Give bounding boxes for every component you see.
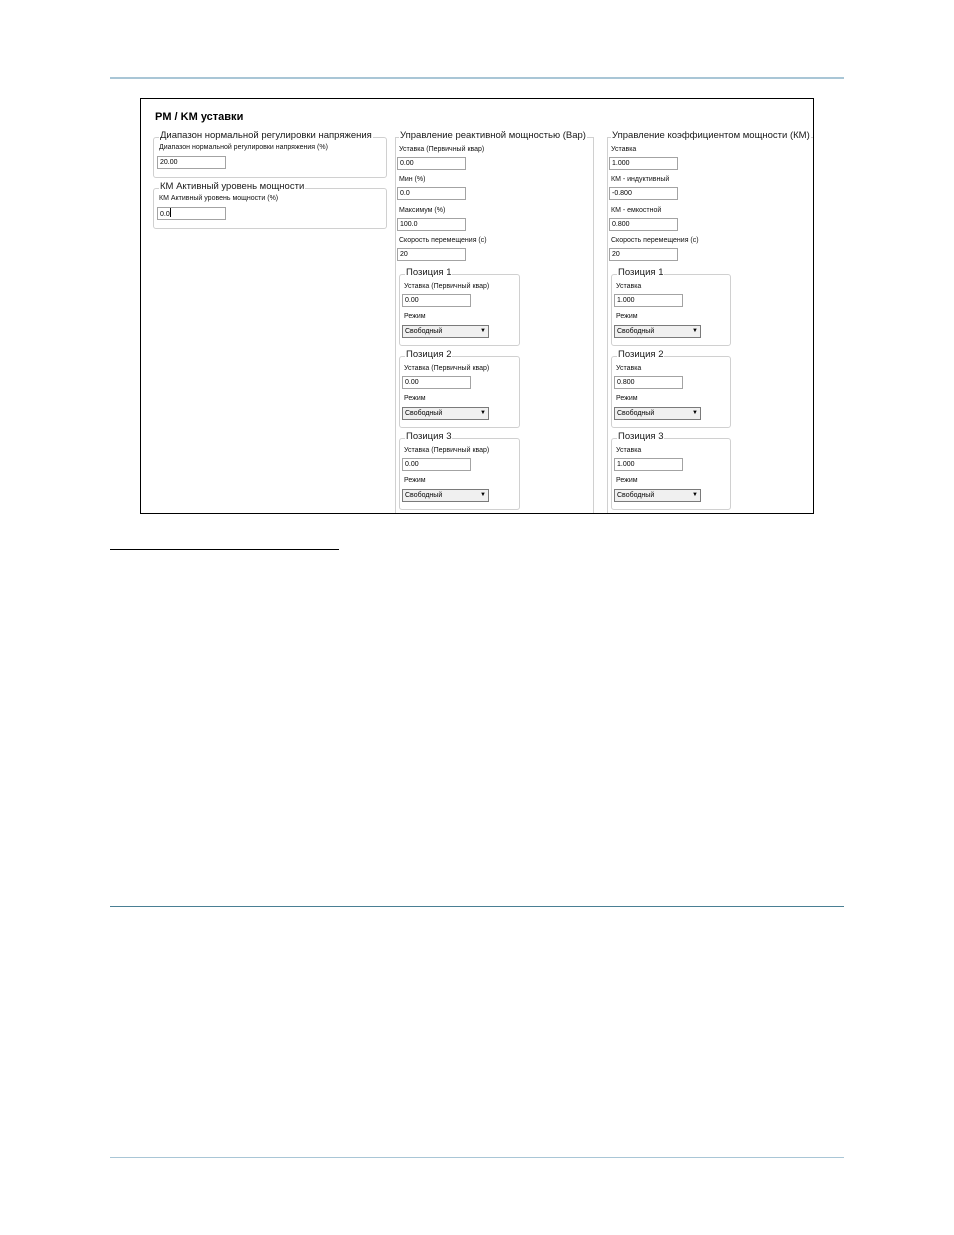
var-setpoint-label: Уставка (Первичный квар) [399,146,485,153]
pf-position-1-mode-select[interactable] [614,325,701,338]
var-position-1-group [399,267,520,346]
var-position-1-mode-value: Свободный [405,328,443,335]
pf-position-3-group [611,431,731,510]
settings-panel [140,98,814,514]
voltage-range-legend: Диапазон нормальной регулировки напряжения [160,130,372,141]
var-position-2-setpoint-input[interactable]: 0.00 [402,376,471,389]
section-rule [110,906,844,907]
pf-position-1-group [611,267,731,346]
pf-control-legend: Управление коэффициентом мощности (КМ) [612,130,810,141]
pf-position-1-mode-value: Свободный [617,328,655,335]
var-position-1-mode-label: Режим [404,313,426,320]
var-position-3-group [399,431,520,510]
pf-position-2-setpoint-input[interactable]: 0.800 [614,376,683,389]
panel-title: PM / KM уставки [155,111,244,123]
var-position-2-mode-label: Режим [404,395,426,402]
pf-setpoint-label: Уставка [611,146,637,153]
pf-speed-input[interactable]: 20 [609,248,678,261]
var-column-edge-right [593,137,594,514]
pf-position-2-mode-label: Режим [616,395,638,402]
pf-inductive-input[interactable]: -0.800 [609,187,678,200]
active-power-value: 0.0 [160,211,170,218]
active-power-group [153,181,387,229]
pf-position-1-mode-label: Режим [616,313,638,320]
var-position-2-legend: Позиция 2 [406,349,452,360]
var-position-1-mode-select[interactable] [402,325,489,338]
var-position-2-mode-select[interactable] [402,407,489,420]
pf-inductive-label: КМ - индуктивный [611,176,670,183]
active-power-legend: КМ Активный уровень мощности [160,181,305,192]
var-min-input[interactable]: 0.0 [397,187,466,200]
var-position-3-setpoint-input[interactable]: 0.00 [402,458,471,471]
chevron-down-icon: ▼ [692,492,698,498]
var-position-1-setpoint-input[interactable]: 0.00 [402,294,471,307]
var-setpoint-input[interactable]: 0.00 [397,157,466,170]
pf-position-2-mode-value: Свободный [617,410,655,417]
var-position-3-mode-label: Режим [404,477,426,484]
var-position-3-setpoint-label: Уставка (Первичный квар) [404,447,490,454]
pf-position-3-mode-value: Свободный [617,492,655,499]
var-position-1-legend: Позиция 1 [406,267,452,278]
pf-position-1-setpoint-label: Уставка [616,283,642,290]
active-power-input[interactable] [157,207,226,220]
footnote-separator [110,549,339,550]
chevron-down-icon: ▼ [480,492,486,498]
var-control-legend: Управление реактивной мощностью (Вар) [400,130,586,141]
var-position-2-mode-value: Свободный [405,410,443,417]
voltage-range-group [153,130,387,178]
chevron-down-icon: ▼ [692,328,698,334]
var-speed-input[interactable]: 20 [397,248,466,261]
active-power-label: КМ Активный уровень мощности (%) [159,195,279,202]
pf-position-2-setpoint-label: Уставка [616,365,642,372]
text-cursor [170,208,171,217]
pf-position-1-legend: Позиция 1 [618,267,664,278]
pf-position-3-setpoint-input[interactable]: 1.000 [614,458,683,471]
pf-position-2-mode-select[interactable] [614,407,701,420]
pf-setpoint-input[interactable]: 1.000 [609,157,678,170]
pf-column-edge-left [607,137,608,514]
pf-capacitive-label: КМ - емкостной [611,207,662,214]
var-max-label: Максимум (%) [399,207,446,214]
var-position-2-group [399,349,520,428]
pf-position-3-mode-select[interactable] [614,489,701,502]
header-rule [110,77,844,79]
pf-position-3-legend: Позиция 3 [618,431,664,442]
var-position-3-mode-value: Свободный [405,492,443,499]
voltage-range-label: Диапазон нормальной регулировки напряжения (%) [159,144,328,151]
var-position-1-setpoint-label: Уставка (Первичный квар) [404,283,490,290]
var-position-3-mode-select[interactable] [402,489,489,502]
pf-position-1-setpoint-input[interactable]: 1.000 [614,294,683,307]
footer-rule [110,1157,844,1158]
pf-capacitive-input[interactable]: 0.800 [609,218,678,231]
pf-position-2-group [611,349,731,428]
var-column-edge-left [395,137,396,514]
pf-position-3-setpoint-label: Уставка [616,447,642,454]
pf-position-3-mode-label: Режим [616,477,638,484]
chevron-down-icon: ▼ [692,410,698,416]
var-position-3-legend: Позиция 3 [406,431,452,442]
chevron-down-icon: ▼ [480,410,486,416]
var-max-input[interactable]: 100.0 [397,218,466,231]
pf-position-2-legend: Позиция 2 [618,349,664,360]
var-min-label: Мин (%) [399,176,426,183]
pf-speed-label: Скорость перемещения (с) [611,237,699,244]
var-speed-label: Скорость перемещения (с) [399,237,487,244]
var-position-2-setpoint-label: Уставка (Первичный квар) [404,365,490,372]
chevron-down-icon: ▼ [480,328,486,334]
voltage-range-input[interactable]: 20.00 [157,156,226,169]
